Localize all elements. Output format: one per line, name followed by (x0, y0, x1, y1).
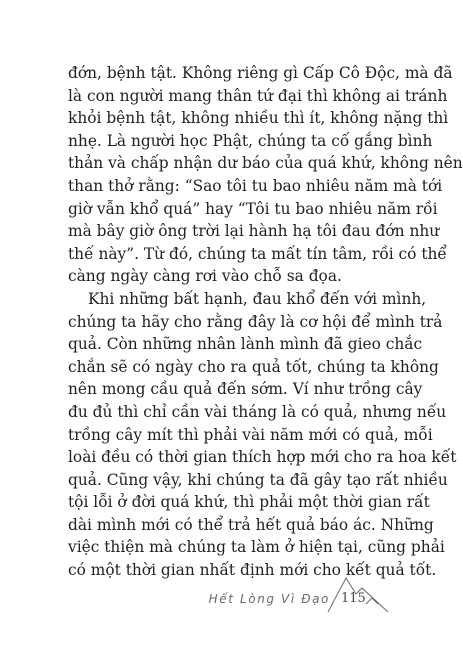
text-line: quả. Còn những nhân lành mình đã gieo chắc (68, 335, 423, 354)
paragraph-2 (68, 288, 457, 582)
text-line: khỏi bệnh tật, không nhiều thì ít, không nặng thì (68, 109, 449, 128)
text-line: đớn, bệnh tật. Không riêng gì Cấp Cô Độc, mà đã (68, 64, 453, 82)
text-line: loài đều có thời gian thích hợp mới cho ra hoa kết (68, 448, 457, 467)
book-title: Hết Lòng Vì Đạo (208, 592, 330, 606)
text-line: quả. Cũng vậy, khi chúng ta đã gây tạo rất nhiều (68, 470, 448, 489)
text-line: dài mình mới có thể trả hết quả báo ác. Những (68, 515, 434, 534)
text-line: càng ngày càng rơi vào chỗ sa đọa. (68, 267, 342, 286)
text-line: Khi những bất hạnh, đau khổ đến với mình, (88, 289, 427, 308)
paragraph-1 (68, 62, 463, 288)
text-line: có một thời gian nhất định mới cho kết quả tốt. (68, 561, 437, 580)
text-line: giờ vẫn khổ quá” hay “Tôi tu bao nhiêu năm rồi (68, 199, 438, 218)
text-line: chúng ta hãy cho rằng đây là cơ hội để mình trả (68, 312, 443, 331)
text-line: là con người mang thân tứ đại thì không ai tránh (68, 86, 448, 105)
body-text (68, 62, 463, 582)
text-line: than thở rằng: “Sao tôi tu bao nhiêu năm mà tới (68, 176, 443, 195)
text-line: mà bây giờ ông trời lại hành hạ tôi đau đớn như (68, 222, 440, 241)
text-line: tội lỗi ở đời quá khứ, thì phải một thời gian rất (68, 493, 430, 512)
text-line: đu đủ thì chỉ cần vài tháng là có quả, nhưng nếu (68, 402, 447, 421)
text-line: chắn sẽ có ngày cho ra quả tốt, chúng ta không (68, 357, 439, 376)
text-line: việc thiện mà chúng ta làm ở hiện tại, cũng phải (68, 538, 445, 557)
text-line: nhẹ. Là người học Phật, chúng ta cố gắng bình (68, 131, 433, 150)
text-line: thế này”. Từ đó, chúng ta mất tín tâm, rồi có thể (68, 244, 447, 263)
page-number: 115 (341, 591, 366, 606)
text-line: thản và chấp nhận dư báo của quá khứ, không nên (68, 154, 463, 173)
page-footer (0, 570, 420, 630)
text-line: trồng cây mít thì phải vài năm mới có quả, mỗi (68, 425, 433, 444)
text-line: nên mong cầu quả đến sớm. Ví như trồng cây (68, 380, 423, 399)
